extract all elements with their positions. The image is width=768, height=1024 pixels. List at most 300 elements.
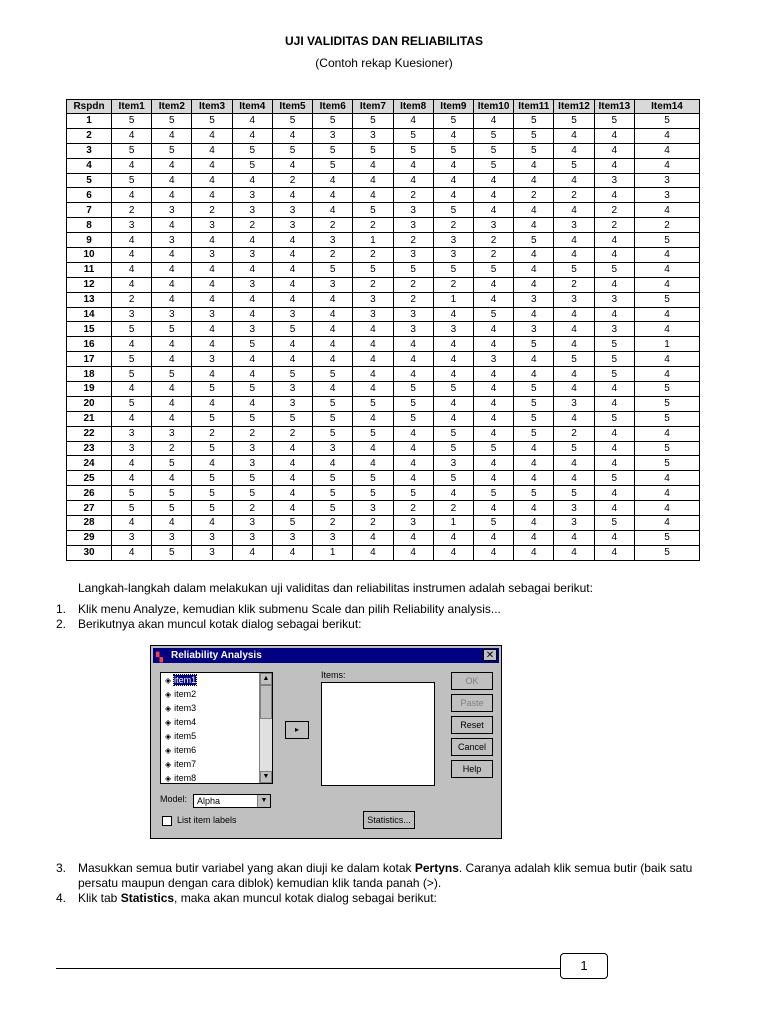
- table-cell: 5: [393, 128, 433, 143]
- table-cell: 3: [152, 426, 192, 441]
- table-cell: 3: [313, 128, 353, 143]
- table-cell: 5: [152, 367, 192, 382]
- table-cell: 5: [353, 143, 393, 158]
- table-cell: 5: [353, 471, 393, 486]
- intro-paragraph: Langkah-langkah dalam melakukan uji validitas dan reliabilitas instrumen adalah sebagai berikut:: [78, 581, 593, 595]
- table-cell: 4: [353, 352, 393, 367]
- table-cell: 5: [272, 516, 312, 531]
- table-cell: 5: [433, 471, 473, 486]
- table-cell: 5: [635, 382, 700, 397]
- table-cell: 4: [192, 277, 232, 292]
- step-2: [56, 617, 728, 632]
- table-cell: 2: [635, 218, 700, 233]
- table-cell: 4: [514, 367, 554, 382]
- variable-list-item[interactable]: [161, 771, 272, 784]
- table-cell: 4: [112, 188, 152, 203]
- table-cell: 3: [272, 530, 312, 545]
- table-cell: 5: [594, 337, 634, 352]
- table-cell: 5: [473, 441, 513, 456]
- items-label: Items:: [321, 670, 346, 680]
- table-cell: 4: [514, 516, 554, 531]
- table-cell: 4: [152, 262, 192, 277]
- table-cell: 3: [152, 530, 192, 545]
- table-cell: 5: [433, 382, 473, 397]
- table-cell: 4: [594, 158, 634, 173]
- help-button[interactable]: Help: [451, 760, 493, 778]
- variable-list-item[interactable]: [161, 715, 272, 729]
- table-cell: 5: [433, 441, 473, 456]
- table-cell: 5: [514, 143, 554, 158]
- table-cell: 4: [433, 158, 473, 173]
- table-cell: 5: [635, 441, 700, 456]
- table-row: [67, 173, 700, 188]
- table-cell: 3: [433, 233, 473, 248]
- table-cell: 4: [152, 352, 192, 367]
- column-header: Item3: [192, 100, 232, 114]
- table-cell: 4: [393, 114, 433, 129]
- listbox-scrollbar[interactable]: [259, 673, 272, 783]
- table-cell: 4: [594, 530, 634, 545]
- column-header: Item6: [313, 100, 353, 114]
- table-cell: 4: [272, 352, 312, 367]
- table-cell: 5: [313, 501, 353, 516]
- table-cell: 5: [353, 426, 393, 441]
- table-cell: 5: [393, 143, 433, 158]
- table-cell: 4: [635, 426, 700, 441]
- table-cell: 4: [473, 501, 513, 516]
- table-cell: 4: [313, 337, 353, 352]
- table-cell: 5: [393, 262, 433, 277]
- table-cell: 4: [152, 382, 192, 397]
- table-cell: 2: [313, 248, 353, 263]
- paste-button[interactable]: Paste: [451, 694, 493, 712]
- table-cell: 2: [232, 426, 272, 441]
- table-cell: 1: [433, 516, 473, 531]
- close-button[interactable]: ✕: [483, 649, 497, 661]
- table-cell: 5: [272, 367, 312, 382]
- step-text: Klik menu Analyze, kemudian klik submenu Scale dan pilih Reliability analysis...: [78, 602, 501, 616]
- table-cell: 2: [393, 233, 433, 248]
- table-cell: 2: [112, 292, 152, 307]
- list-item-labels-checkbox[interactable]: [162, 816, 172, 826]
- table-cell: 4: [393, 471, 433, 486]
- variable-name: item5: [174, 731, 197, 741]
- table-cell: 5: [554, 158, 594, 173]
- table-cell: 5: [152, 545, 192, 560]
- table-cell: 4: [594, 486, 634, 501]
- step-4: [56, 891, 728, 906]
- column-header: Item11: [514, 100, 554, 114]
- table-cell: 4: [192, 456, 232, 471]
- variable-list-item[interactable]: [161, 743, 272, 757]
- table-cell: 3: [112, 218, 152, 233]
- table-cell: 5: [232, 382, 272, 397]
- table-cell: 5: [514, 396, 554, 411]
- table-cell: 3: [635, 188, 700, 203]
- table-cell: 5: [112, 143, 152, 158]
- respondent-id: 6: [67, 188, 112, 203]
- table-cell: 4: [152, 292, 192, 307]
- table-cell: 4: [272, 456, 312, 471]
- table-cell: 3: [272, 307, 312, 322]
- scroll-down-arrow-icon[interactable]: ▼: [260, 771, 272, 783]
- table-cell: 3: [594, 173, 634, 188]
- table-cell: 1: [313, 545, 353, 560]
- respondent-id: 18: [67, 367, 112, 382]
- table-row: [67, 367, 700, 382]
- table-cell: 4: [152, 173, 192, 188]
- move-to-items-button[interactable]: ▸: [285, 721, 309, 739]
- table-cell: 3: [232, 248, 272, 263]
- table-cell: 4: [112, 337, 152, 352]
- table-row: [67, 456, 700, 471]
- table-cell: 4: [594, 277, 634, 292]
- table-cell: 4: [353, 337, 393, 352]
- table-cell: 4: [554, 322, 594, 337]
- table-cell: 5: [594, 367, 634, 382]
- table-cell: 3: [353, 128, 393, 143]
- respondent-id: 21: [67, 411, 112, 426]
- table-cell: 5: [112, 396, 152, 411]
- table-cell: 3: [232, 322, 272, 337]
- table-cell: 4: [473, 322, 513, 337]
- table-row: [67, 426, 700, 441]
- model-label: Model:: [160, 794, 188, 804]
- table-cell: 5: [272, 114, 312, 129]
- table-row: [67, 501, 700, 516]
- respondent-id: 14: [67, 307, 112, 322]
- table-cell: 4: [635, 322, 700, 337]
- table-cell: 5: [635, 545, 700, 560]
- table-cell: 4: [514, 248, 554, 263]
- table-cell: 5: [473, 128, 513, 143]
- table-cell: 4: [554, 411, 594, 426]
- table-cell: 4: [594, 501, 634, 516]
- table-cell: 4: [514, 158, 554, 173]
- table-cell: 3: [554, 218, 594, 233]
- table-cell: 4: [554, 173, 594, 188]
- table-row: [67, 382, 700, 397]
- variable-list-item[interactable]: [161, 729, 272, 743]
- variable-name: item2: [174, 689, 197, 699]
- table-cell: 3: [514, 292, 554, 307]
- step-number: 3.: [56, 861, 67, 875]
- table-cell: 5: [353, 203, 393, 218]
- table-row: [67, 188, 700, 203]
- table-cell: 4: [353, 411, 393, 426]
- table-cell: 5: [272, 143, 312, 158]
- respondent-id: 10: [67, 248, 112, 263]
- table-cell: 2: [594, 218, 634, 233]
- variable-name: item6: [174, 745, 197, 755]
- scale-variable-icon: ◈: [165, 676, 172, 685]
- table-cell: 5: [192, 471, 232, 486]
- table-cell: 4: [192, 516, 232, 531]
- column-header: Item8: [393, 100, 433, 114]
- table-cell: 4: [272, 501, 312, 516]
- table-cell: 5: [473, 262, 513, 277]
- table-cell: 2: [433, 277, 473, 292]
- variable-name: item3: [174, 703, 197, 713]
- table-cell: 3: [353, 292, 393, 307]
- table-cell: 2: [433, 501, 473, 516]
- table-cell: 2: [594, 203, 634, 218]
- table-cell: 4: [635, 248, 700, 263]
- table-cell: 4: [393, 158, 433, 173]
- respondent-id: 5: [67, 173, 112, 188]
- table-cell: 4: [313, 292, 353, 307]
- table-cell: 4: [473, 382, 513, 397]
- variable-list-item[interactable]: [161, 687, 272, 701]
- table-cell: 4: [152, 128, 192, 143]
- table-cell: 2: [473, 248, 513, 263]
- table-row: [67, 545, 700, 560]
- table-cell: 4: [192, 233, 232, 248]
- table-cell: 4: [514, 262, 554, 277]
- table-cell: 4: [192, 396, 232, 411]
- table-cell: 5: [473, 143, 513, 158]
- table-cell: 5: [514, 337, 554, 352]
- table-cell: 4: [152, 248, 192, 263]
- table-cell: 4: [554, 456, 594, 471]
- column-header: Item2: [152, 100, 192, 114]
- table-cell: 3: [232, 456, 272, 471]
- table-cell: 5: [635, 233, 700, 248]
- table-cell: 5: [473, 158, 513, 173]
- scale-variable-icon: ◈: [165, 718, 172, 727]
- table-cell: 5: [313, 158, 353, 173]
- table-cell: 4: [433, 173, 473, 188]
- table-cell: 4: [232, 233, 272, 248]
- table-cell: 4: [152, 337, 192, 352]
- table-cell: 5: [232, 337, 272, 352]
- table-cell: 4: [232, 545, 272, 560]
- table-cell: 4: [514, 545, 554, 560]
- table-cell: 2: [272, 173, 312, 188]
- table-cell: 4: [272, 248, 312, 263]
- table-cell: 3: [353, 501, 393, 516]
- ok-button[interactable]: OK: [451, 672, 493, 690]
- document-title: UJI VALIDITAS DAN RELIABILITAS: [285, 34, 483, 48]
- table-cell: 4: [112, 411, 152, 426]
- table-cell: 4: [272, 441, 312, 456]
- table-cell: 4: [192, 143, 232, 158]
- table-cell: 4: [112, 545, 152, 560]
- table-cell: 3: [393, 516, 433, 531]
- table-cell: 4: [594, 441, 634, 456]
- table-cell: 5: [433, 262, 473, 277]
- respondent-id: 27: [67, 501, 112, 516]
- table-cell: 2: [353, 277, 393, 292]
- table-cell: 4: [112, 233, 152, 248]
- table-cell: 5: [393, 486, 433, 501]
- dropdown-arrow-icon[interactable]: ▼: [257, 795, 270, 807]
- table-cell: 5: [594, 262, 634, 277]
- table-cell: 4: [433, 352, 473, 367]
- table-cell: 4: [594, 396, 634, 411]
- table-cell: 5: [192, 382, 232, 397]
- table-cell: 5: [313, 486, 353, 501]
- table-cell: 4: [313, 188, 353, 203]
- table-cell: 3: [594, 292, 634, 307]
- table-cell: 3: [393, 248, 433, 263]
- list-item-labels-label: List item labels: [177, 815, 237, 825]
- table-row: [67, 114, 700, 129]
- table-cell: 5: [313, 143, 353, 158]
- table-cell: 3: [152, 307, 192, 322]
- table-cell: 2: [393, 292, 433, 307]
- table-cell: 4: [272, 277, 312, 292]
- table-cell: 5: [554, 441, 594, 456]
- table-cell: 4: [473, 188, 513, 203]
- table-row: [67, 233, 700, 248]
- step-text-part: , maka akan muncul kotak dialog sebagai berikut:: [174, 891, 437, 905]
- table-cell: 3: [272, 218, 312, 233]
- table-cell: 5: [635, 396, 700, 411]
- variable-name: item7: [174, 759, 197, 769]
- model-select[interactable]: [193, 794, 271, 808]
- table-cell: 5: [594, 471, 634, 486]
- table-row: [67, 158, 700, 173]
- table-cell: 4: [232, 352, 272, 367]
- table-cell: 2: [393, 277, 433, 292]
- table-cell: 4: [514, 203, 554, 218]
- respondent-id: 30: [67, 545, 112, 560]
- table-cell: 4: [554, 203, 594, 218]
- table-cell: 4: [514, 530, 554, 545]
- table-cell: 4: [112, 471, 152, 486]
- table-cell: 4: [272, 128, 312, 143]
- table-cell: 4: [112, 516, 152, 531]
- scroll-thumb[interactable]: [260, 685, 272, 719]
- scroll-up-arrow-icon[interactable]: ▲: [260, 673, 272, 685]
- table-cell: 4: [152, 158, 192, 173]
- table-cell: 3: [594, 322, 634, 337]
- table-cell: 2: [232, 218, 272, 233]
- table-cell: 4: [112, 158, 152, 173]
- table-cell: 4: [594, 545, 634, 560]
- table-row: [67, 277, 700, 292]
- table-cell: 2: [353, 248, 393, 263]
- table-cell: 4: [353, 173, 393, 188]
- table-cell: 4: [514, 307, 554, 322]
- step-text: [78, 861, 728, 891]
- step-text-bold: Pertyns: [414, 861, 459, 875]
- respondent-id: 13: [67, 292, 112, 307]
- table-cell: 3: [473, 352, 513, 367]
- variable-list-item[interactable]: [161, 673, 272, 687]
- table-cell: 4: [393, 337, 433, 352]
- table-cell: 4: [594, 128, 634, 143]
- table-cell: 4: [393, 173, 433, 188]
- table-cell: 3: [272, 382, 312, 397]
- table-cell: 3: [554, 516, 594, 531]
- table-cell: 5: [473, 486, 513, 501]
- table-cell: 4: [232, 292, 272, 307]
- table-cell: 4: [393, 530, 433, 545]
- table-cell: 4: [232, 114, 272, 129]
- table-cell: 4: [594, 426, 634, 441]
- dialog-titlebar[interactable]: [153, 648, 499, 663]
- respondent-id: 15: [67, 322, 112, 337]
- table-cell: 3: [313, 441, 353, 456]
- table-cell: 4: [232, 173, 272, 188]
- table-cell: 5: [433, 114, 473, 129]
- table-cell: 4: [433, 486, 473, 501]
- table-cell: 4: [473, 530, 513, 545]
- table-cell: 3: [112, 307, 152, 322]
- table-row: [67, 337, 700, 352]
- table-cell: 3: [554, 292, 594, 307]
- table-cell: 4: [473, 545, 513, 560]
- table-cell: 4: [192, 188, 232, 203]
- cancel-button[interactable]: Cancel: [451, 738, 493, 756]
- table-cell: 5: [112, 114, 152, 129]
- table-cell: 4: [554, 530, 594, 545]
- table-cell: 5: [353, 262, 393, 277]
- table-cell: 4: [594, 143, 634, 158]
- table-cell: 5: [152, 322, 192, 337]
- table-cell: 4: [353, 158, 393, 173]
- table-cell: 4: [313, 203, 353, 218]
- table-cell: 2: [232, 501, 272, 516]
- table-row: [67, 248, 700, 263]
- table-cell: 4: [635, 307, 700, 322]
- table-cell: 5: [554, 486, 594, 501]
- column-header: Item14: [635, 100, 700, 114]
- table-cell: 4: [514, 218, 554, 233]
- table-cell: 4: [433, 396, 473, 411]
- table-cell: 4: [272, 337, 312, 352]
- table-cell: 4: [313, 382, 353, 397]
- table-cell: 4: [152, 218, 192, 233]
- variable-list-item[interactable]: [161, 701, 272, 715]
- table-cell: 5: [152, 486, 192, 501]
- table-cell: 3: [393, 322, 433, 337]
- table-cell: 4: [393, 426, 433, 441]
- spss-app-icon: ▚: [156, 652, 163, 662]
- step-text: Berikutnya akan muncul kotak dialog sebagai berikut:: [78, 617, 362, 631]
- items-listbox[interactable]: [321, 682, 435, 786]
- variable-listbox[interactable]: [160, 672, 273, 784]
- table-cell: 1: [433, 292, 473, 307]
- step-text-part: Masukkan semua butir variabel yang akan diuji ke dalam kotak: [78, 861, 415, 875]
- table-cell: 3: [554, 501, 594, 516]
- step-text-part: . Caranya adalah klik semua butir (baik satu persatu maupun dengan cara diblok) kemudian klik tanda panah (>).: [78, 861, 693, 890]
- page-number: 1: [560, 953, 608, 979]
- table-cell: 5: [594, 352, 634, 367]
- column-header: Item9: [433, 100, 473, 114]
- table-cell: 4: [473, 456, 513, 471]
- table-row: [67, 471, 700, 486]
- respondent-id: 29: [67, 530, 112, 545]
- table-cell: 4: [192, 128, 232, 143]
- table-cell: 5: [112, 501, 152, 516]
- table-cell: 3: [554, 396, 594, 411]
- statistics-button[interactable]: Statistics...: [363, 811, 415, 829]
- variable-list-item[interactable]: [161, 757, 272, 771]
- table-row: [67, 143, 700, 158]
- table-cell: 4: [192, 367, 232, 382]
- table-cell: 4: [112, 456, 152, 471]
- table-cell: 4: [393, 456, 433, 471]
- reset-button[interactable]: Reset: [451, 716, 493, 734]
- table-cell: 2: [514, 188, 554, 203]
- respondent-id: 22: [67, 426, 112, 441]
- column-header: Rspdn: [67, 100, 112, 114]
- table-cell: 3: [232, 441, 272, 456]
- table-cell: 5: [313, 114, 353, 129]
